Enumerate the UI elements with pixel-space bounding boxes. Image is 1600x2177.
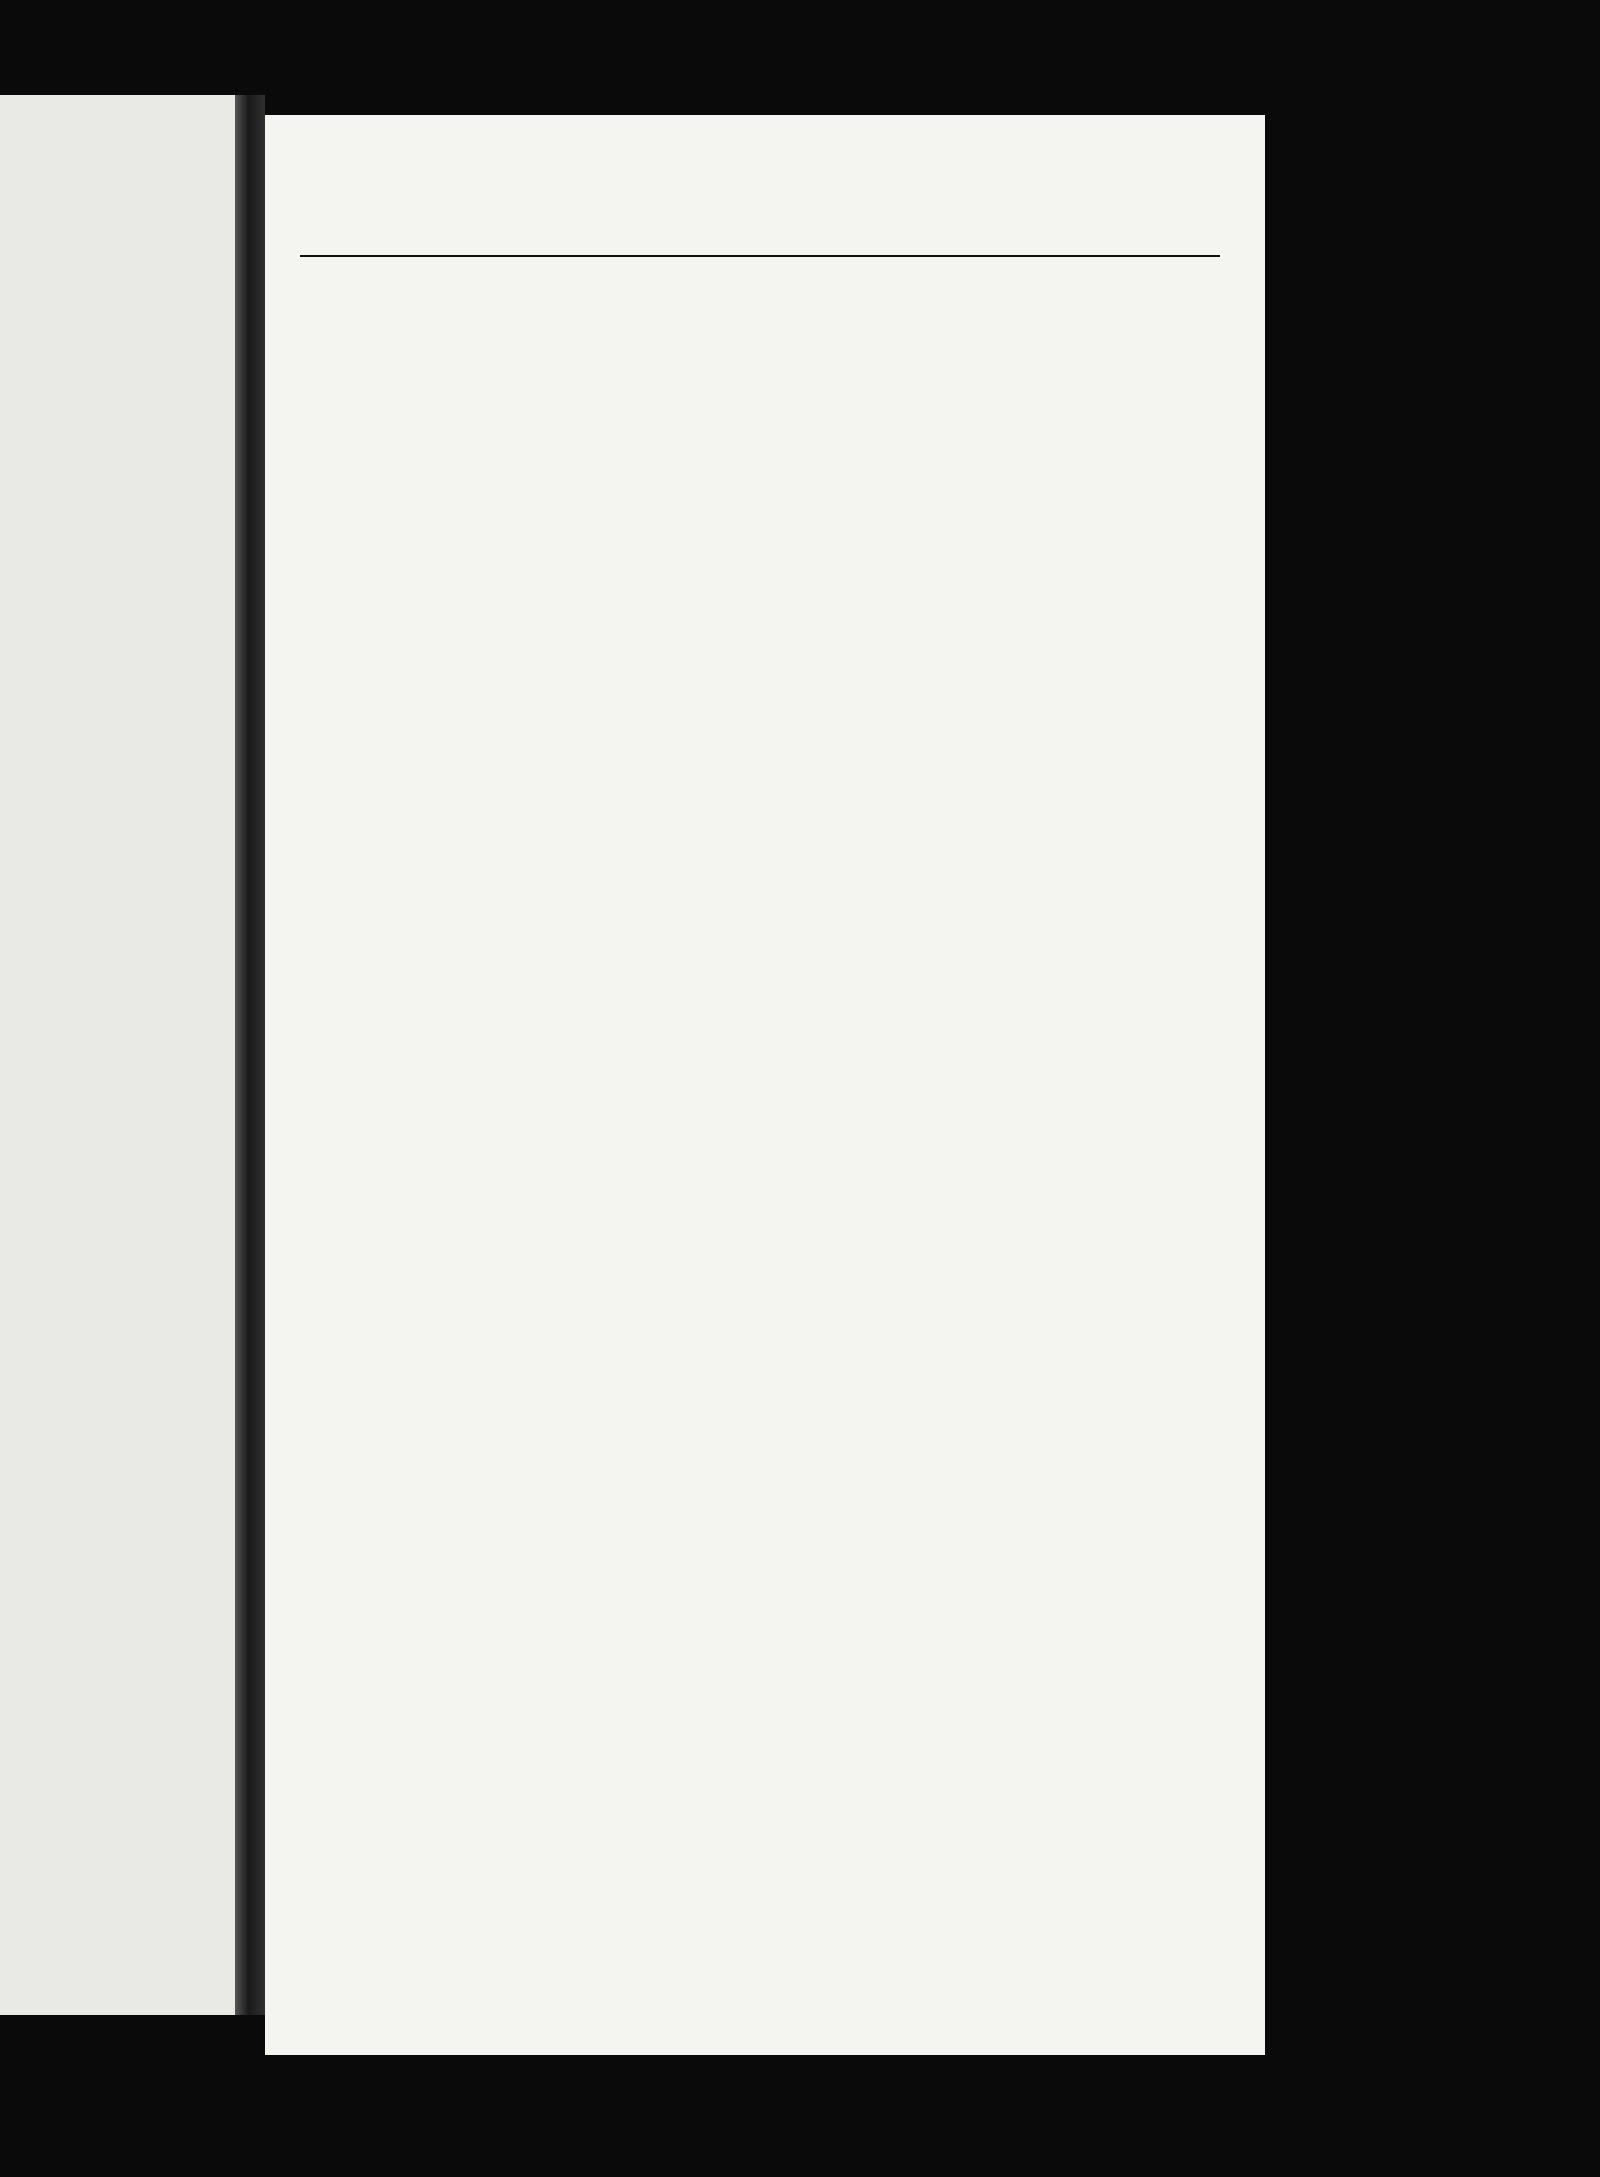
page-content: [300, 245, 1220, 265]
section-divider: [300, 255, 1220, 257]
left-page: [0, 95, 235, 2015]
book-gutter: [235, 95, 265, 2015]
right-page: [265, 115, 1265, 2055]
